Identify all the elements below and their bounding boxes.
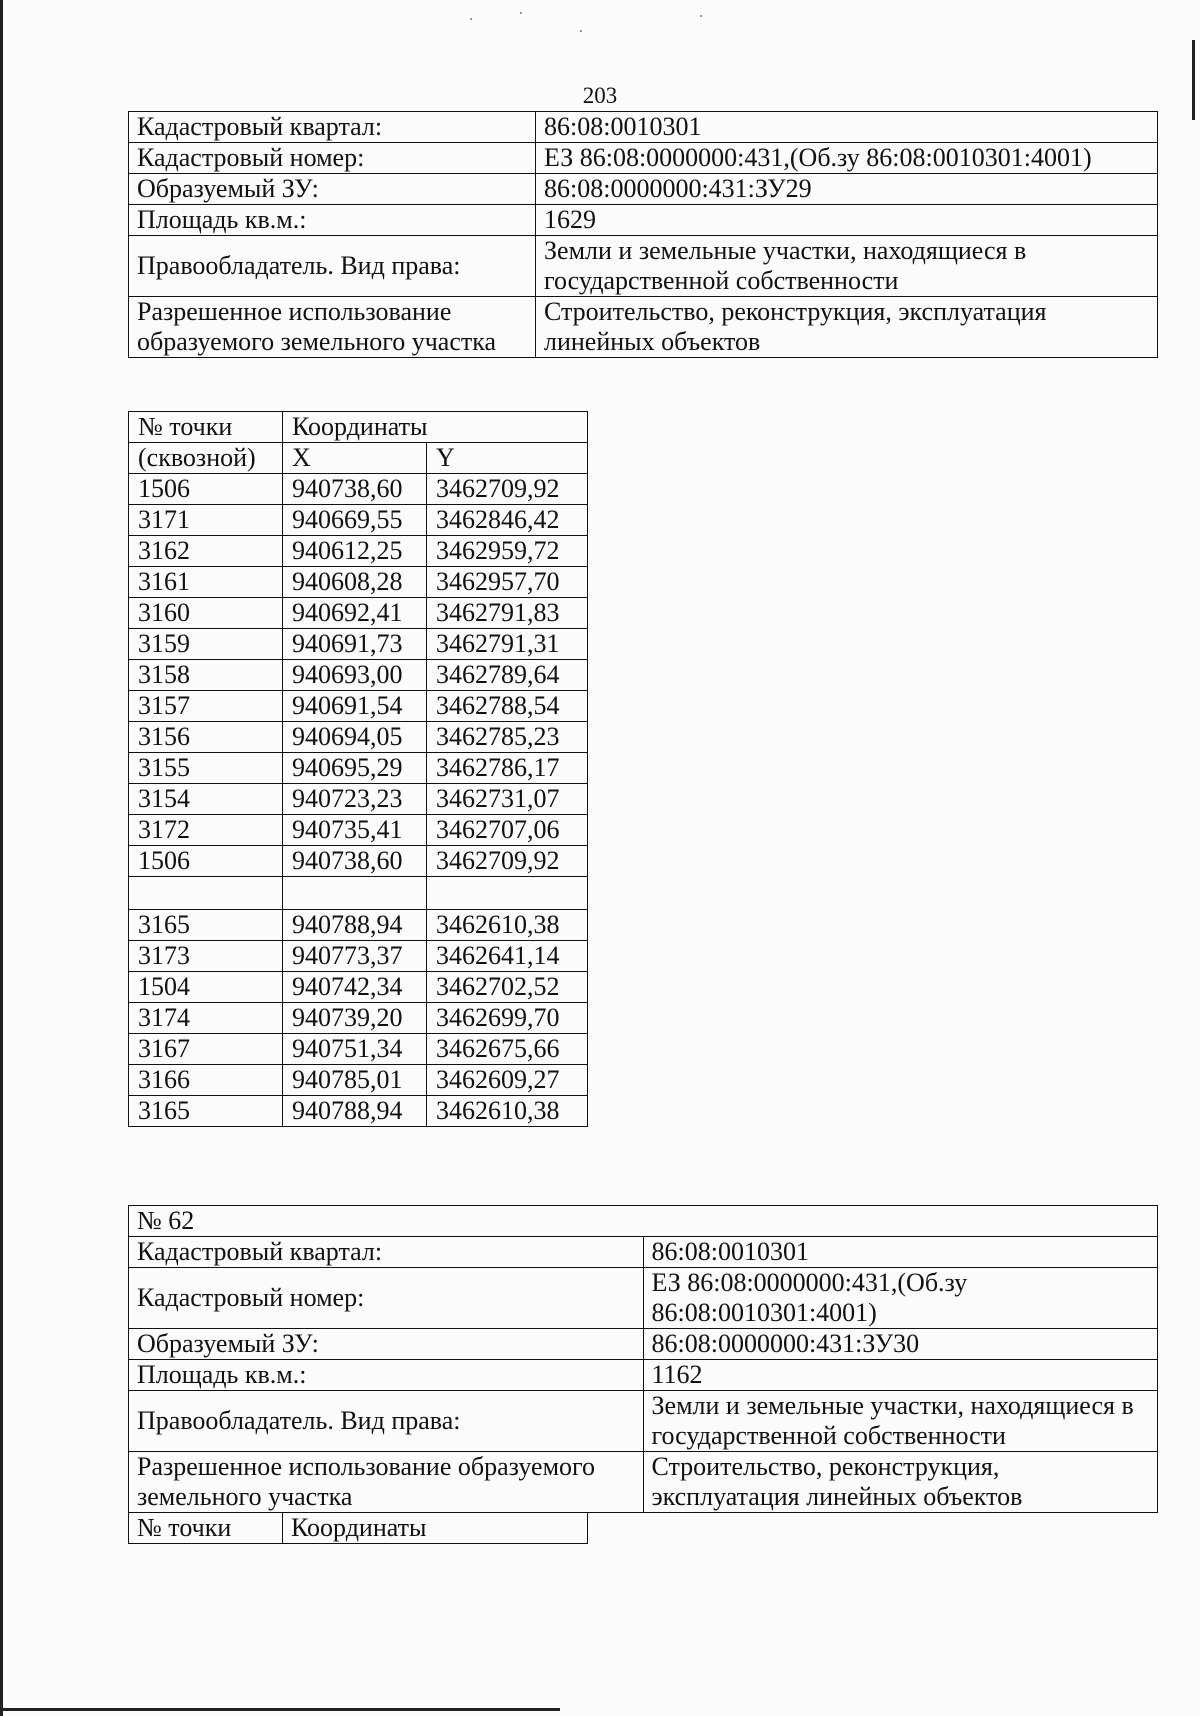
info-value: 86:08:0000000:431:ЗУ29	[536, 174, 1158, 205]
table-row	[129, 1003, 588, 1034]
point-number-cell: 3167	[129, 1034, 283, 1065]
point-number-cell: 3165	[129, 1096, 283, 1127]
info-row-permitted-use	[129, 297, 1158, 358]
table-row	[129, 972, 588, 1003]
point-number-cell: 3171	[129, 505, 283, 536]
point-number-cell: 3158	[129, 660, 283, 691]
info-label: Правообладатель. Вид права:	[129, 236, 536, 297]
table-row	[129, 660, 588, 691]
x-coordinate-cell: 940738,60	[283, 474, 427, 505]
x-coordinate-cell: 940693,00	[283, 660, 427, 691]
parcel-info-table	[128, 111, 1158, 358]
y-coordinate-cell: 3462641,14	[427, 941, 588, 972]
point-number-cell: 3162	[129, 536, 283, 567]
info-row-cadastral-quarter	[129, 112, 1158, 143]
point-number-cell: 3154	[129, 784, 283, 815]
point-number-cell: 1504	[129, 972, 283, 1003]
x-coordinate-cell: 940788,94	[283, 1096, 427, 1127]
y-coordinate-cell: 3462791,83	[427, 598, 588, 629]
x-coordinate-cell: 940751,34	[283, 1034, 427, 1065]
table-row	[129, 536, 588, 567]
table-row	[129, 784, 588, 815]
point-number-cell: 3157	[129, 691, 283, 722]
blank-cell	[129, 877, 283, 910]
table-row	[129, 567, 588, 598]
x-coordinate-cell: 940691,54	[283, 691, 427, 722]
x-coordinate-cell: 940669,55	[283, 505, 427, 536]
table-row	[129, 1096, 588, 1127]
info-label: Кадастровый квартал:	[129, 1237, 644, 1268]
parcel-title-row	[129, 1206, 1158, 1237]
coords-blank-row	[129, 877, 588, 910]
table-row	[129, 474, 588, 505]
point-number-cell: 3165	[129, 910, 283, 941]
x-coordinate-cell: 940788,94	[283, 910, 427, 941]
table-row	[129, 722, 588, 753]
info-row-owner	[129, 236, 1158, 297]
y-coordinate-cell: 3462610,38	[427, 1096, 588, 1127]
y-coordinate-cell: 3462731,07	[427, 784, 588, 815]
point-number-cell: 3159	[129, 629, 283, 660]
y-coordinate-cell: 3462675,66	[427, 1034, 588, 1065]
table-row	[129, 598, 588, 629]
point-number-cell: 3174	[129, 1003, 283, 1034]
table-row	[129, 846, 588, 877]
info-row-area	[129, 1360, 1158, 1391]
y-coordinate-cell: 3462702,52	[427, 972, 588, 1003]
y-coordinate-cell: 3462789,64	[427, 660, 588, 691]
info-value: 86:08:0010301	[536, 112, 1158, 143]
table-row	[129, 691, 588, 722]
y-coordinate-cell: 3462699,70	[427, 1003, 588, 1034]
coords-header-x: X	[283, 443, 427, 474]
y-coordinate-cell: 3462709,92	[427, 474, 588, 505]
blank-cell	[427, 877, 588, 910]
table-row	[129, 815, 588, 846]
x-coordinate-cell: 940738,60	[283, 846, 427, 877]
y-coordinate-cell: 3462785,23	[427, 722, 588, 753]
info-label: Разрешенное использование образуемого земельного участка	[129, 297, 536, 358]
y-coordinate-cell: 3462846,42	[427, 505, 588, 536]
coordinates-table	[128, 411, 588, 1127]
info-value: ЕЗ 86:08:0000000:431,(Об.зу 86:08:0010301:4001)	[643, 1268, 1158, 1329]
x-coordinate-cell: 940695,29	[283, 753, 427, 784]
scan-edge-left	[0, 0, 3, 1716]
coords-header-row	[129, 412, 588, 443]
point-number-cell: 3173	[129, 941, 283, 972]
table-row	[129, 1034, 588, 1065]
table-row	[129, 941, 588, 972]
info-label: Кадастровый номер:	[129, 143, 536, 174]
info-row-cadastral-quarter	[129, 1237, 1158, 1268]
point-number-cell: 3156	[129, 722, 283, 753]
point-number-cell: 3161	[129, 567, 283, 598]
info-row-formed-plot	[129, 1329, 1158, 1360]
y-coordinate-cell: 3462791,31	[427, 629, 588, 660]
y-coordinate-cell: 3462609,27	[427, 1065, 588, 1096]
scan-speck	[520, 12, 522, 14]
y-coordinate-cell: 3462957,70	[427, 567, 588, 598]
coords-header-row	[129, 1513, 588, 1544]
coords-header-point: № точки	[129, 1513, 283, 1544]
coords-header-through: (сквозной)	[129, 443, 283, 474]
y-coordinate-cell: 3462788,54	[427, 691, 588, 722]
info-value: ЕЗ 86:08:0000000:431,(Об.зу 86:08:0010301:4001)	[536, 143, 1158, 174]
info-row-cadastral-number	[129, 143, 1158, 174]
parcel-62-info-table	[128, 1205, 1158, 1513]
x-coordinate-cell: 940785,01	[283, 1065, 427, 1096]
table-row	[129, 505, 588, 536]
info-value: Строительство, реконструкция, эксплуатация линейных объектов	[536, 297, 1158, 358]
info-label: Кадастровый квартал:	[129, 112, 536, 143]
x-coordinate-cell: 940694,05	[283, 722, 427, 753]
info-value: Земли и земельные участки, находящиеся в государственной собственности	[536, 236, 1158, 297]
x-coordinate-cell: 940723,23	[283, 784, 427, 815]
x-coordinate-cell: 940691,73	[283, 629, 427, 660]
scan-edge-bottom	[0, 1708, 560, 1711]
x-coordinate-cell: 940612,25	[283, 536, 427, 567]
info-value: 86:08:0000000:431:ЗУ30	[643, 1329, 1158, 1360]
info-value: 86:08:0010301	[643, 1237, 1158, 1268]
info-row-cadastral-number	[129, 1268, 1158, 1329]
info-row-area	[129, 205, 1158, 236]
coords-header-y: Y	[427, 443, 588, 474]
coords-subheader-row	[129, 443, 588, 474]
blank-cell	[283, 877, 427, 910]
coords-header-coordinates: Координаты	[283, 412, 588, 443]
scan-speck	[470, 18, 472, 20]
point-number-cell: 1506	[129, 474, 283, 505]
table-row	[129, 753, 588, 784]
table-row	[129, 910, 588, 941]
info-row-owner	[129, 1391, 1158, 1452]
x-coordinate-cell: 940735,41	[283, 815, 427, 846]
y-coordinate-cell: 3462707,06	[427, 815, 588, 846]
info-label: Площадь кв.м.:	[129, 1360, 644, 1391]
info-label: Образуемый ЗУ:	[129, 174, 536, 205]
x-coordinate-cell: 940608,28	[283, 567, 427, 598]
scan-speck	[580, 30, 582, 32]
x-coordinate-cell: 940742,34	[283, 972, 427, 1003]
table-row	[129, 629, 588, 660]
info-label: Площадь кв.м.:	[129, 205, 536, 236]
point-number-cell: 3172	[129, 815, 283, 846]
info-label: Образуемый ЗУ:	[129, 1329, 644, 1360]
info-value: 1162	[643, 1360, 1158, 1391]
table-row	[129, 1065, 588, 1096]
y-coordinate-cell: 3462959,72	[427, 536, 588, 567]
coords-header-coordinates: Координаты	[283, 1513, 588, 1544]
coords-header-point: № точки	[129, 412, 283, 443]
y-coordinate-cell: 3462709,92	[427, 846, 588, 877]
y-coordinate-cell: 3462610,38	[427, 910, 588, 941]
parcel-62-coordinates-table	[128, 1512, 588, 1544]
parcel-title: № 62	[129, 1206, 1158, 1237]
point-number-cell: 3155	[129, 753, 283, 784]
info-value: Строительство, реконструкция, эксплуатация линейных объектов	[643, 1452, 1158, 1513]
info-value: 1629	[536, 205, 1158, 236]
x-coordinate-cell: 940773,37	[283, 941, 427, 972]
info-row-formed-plot	[129, 174, 1158, 205]
x-coordinate-cell: 940692,41	[283, 598, 427, 629]
info-label: Разрешенное использование образуемого земельного участка	[129, 1452, 644, 1513]
info-label: Кадастровый номер:	[129, 1268, 644, 1329]
y-coordinate-cell: 3462786,17	[427, 753, 588, 784]
point-number-cell: 1506	[129, 846, 283, 877]
info-row-permitted-use	[129, 1452, 1158, 1513]
info-value: Земли и земельные участки, находящиеся в государственной собственности	[643, 1391, 1158, 1452]
page-number: 203	[582, 83, 618, 108]
point-number-cell: 3160	[129, 598, 283, 629]
info-label: Правообладатель. Вид права:	[129, 1391, 644, 1452]
x-coordinate-cell: 940739,20	[283, 1003, 427, 1034]
point-number-cell: 3166	[129, 1065, 283, 1096]
scan-speck	[700, 15, 702, 17]
